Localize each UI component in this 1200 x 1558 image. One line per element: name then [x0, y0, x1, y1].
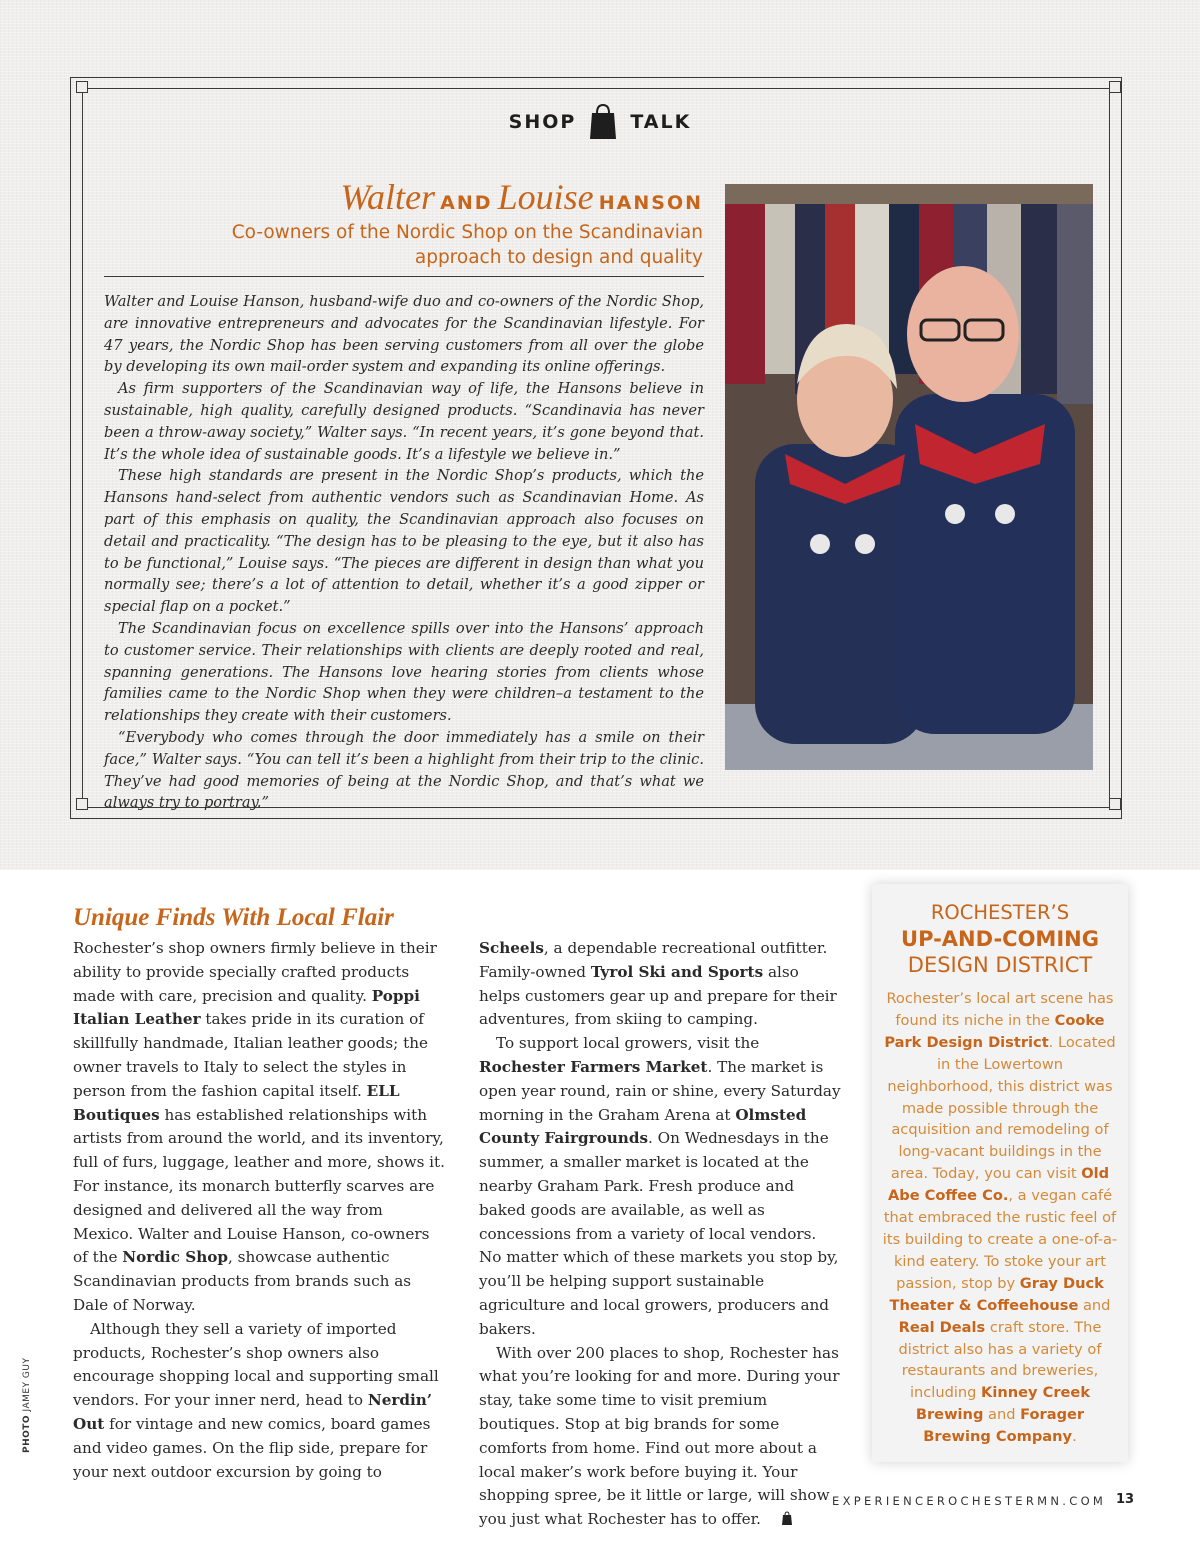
- end-mark-icon: [765, 1509, 775, 1523]
- sidebar-title: UP-AND-COMING: [901, 927, 1099, 951]
- article-subtitle: Co-owners of the Nordic Shop on the Scandinavian approach to design and quality: [231, 222, 703, 268]
- sidebar-body: Rochester’s local art scene has found its niche in the Cooke Park Design District. Located in the Lowertown neighborhood, this district was made possible through the acquisition and remodeling of long-vacant buildings in the area. Today, you can visit Old Abe Coffee Co., a vegan café that embraced the rustic feel of its building to create a one-of-a-kind eatery. To stoke your art passion, stop by Gray Duck Theater & Coffeehouse and Real Deals craft store. The district also has a variety of restaurants and breweries, including Kinney Creek Brewing and Forager Brewing Company.: [882, 990, 1118, 1446]
- frame-corner-ornament: [1109, 798, 1121, 810]
- body-paragraph: Scheels, a dependable recreational outfitter. Family-owned Tyrol Ski and Sports also helps customers gear up and prepare for their adventures, from skiing to camping.: [479, 939, 837, 1029]
- sidebar-title: DESIGN DISTRICT: [907, 953, 1093, 977]
- photo-credit: PHOTO JAMEY GUY: [22, 1357, 32, 1453]
- frame-corner-ornament: [1109, 81, 1121, 93]
- footer-url: EXPERIENCEROCHESTERMN.COM: [832, 1494, 1107, 1508]
- article-intro: [104, 291, 704, 814]
- shopping-bag-icon: [588, 103, 618, 141]
- intro-paragraph: These high standards are present in the Nordic Shop’s products, which the Hansons hand-select from authentic vendors such as Scandinavian Home. As part of this emphasis on quality, the Scandinavian approach also focuses on detail and practicality. “The design has to be pleasing to the eye, but it also has to be functional,” Louise says. “The pieces are different in design than what you normally see; there’s a lot of attention to detail, whether it’s a good zipper or special flap on a pocket.”: [104, 467, 704, 616]
- body-paragraph: Although they sell a variety of imported products, Rochester’s shop owners also encourage shopping local and supporting small vendors. For your inner nerd, head to Nerdin’ Out for vintage and new comics, board games and video games. On the flip side, prepare for your next outdoor excursion by going to: [73, 1319, 439, 1481]
- body-paragraph: With over 200 places to shop, Rochester has what you’re looking for and more. During your stay, take some time to visit premium boutiques. Stop at big brands for some comforts from home. Find out more about a local maker’s work before buying it. Your shopping spree, be it little or large, will show you just what Rochester has to offer.: [479, 1343, 840, 1529]
- body-column-right: [479, 937, 843, 1532]
- body-paragraph: Rochester’s shop owners firmly believe in their ability to provide specially crafted products made with care, precision and quality. Poppi Italian Leather takes pride in its curation of skillfully handmade, Italian leather goods; the owner travels to Italy to select the styles in person from the fashion capital itself. ELL Boutiques has established relationships with artists from around the world, and its inventory, full of furs, luggage, leather and more, shows it. For instance, its monarch butterfly scarves are designed and delivered all the way from Mexico. Walter and Louise Hanson, co-owners of the Nordic Shop, showcase authentic Scandinavian products from brands such as Dale of Norway.: [73, 939, 445, 1314]
- section-label-right: TALK: [630, 111, 692, 133]
- headline-divider: [104, 276, 704, 277]
- intro-paragraph: “Everybody who comes through the door immediately has a smile on their face,” Walter says. “You can tell it’s been a highlight from their trip to the clinic. They’ve had good memories of being at the Nordic Shop, and that’s what we always try to portray.”: [104, 728, 704, 812]
- section-heading: Unique Finds With Local Flair: [73, 904, 394, 931]
- portrait-photo: [725, 184, 1093, 770]
- intro-paragraph: The Scandinavian focus on excellence spills over into the Hansons’ approach to customer service. Their relationships with clients are deeply rooted and real, spanning generations. The Hansons love hearing stories from clients whose families came to the Nordic Shop when they were children–a testament to the relationships they create with their customers.: [104, 619, 704, 725]
- body-column-left: [73, 937, 445, 1484]
- sidebar-title: ROCHESTER’S: [930, 901, 1070, 924]
- frame-corner-ornament: [76, 81, 88, 93]
- article-title: Walter AND Louise HANSON: [340, 177, 703, 217]
- page-number: 13: [1116, 1492, 1135, 1507]
- body-paragraph: To support local growers, visit the Rochester Farmers Market. The market is open year round, rain or shine, every Saturday morning in the Graham Arena at Olmsted County Fairgrounds. On Wednesdays in the summer, a smaller market is located at the nearby Graham Park. Fresh produce and baked goods are available, as well as concessions from a variety of local vendors. No matter which of these markets you stop by, you’ll be helping support sustainable agriculture and local growers, producers and bakers.: [479, 1034, 841, 1338]
- frame-corner-ornament: [76, 798, 88, 810]
- intro-paragraph: Walter and Louise Hanson, husband-wife duo and co-owners of the Nordic Shop, are innovative entrepreneurs and advocates for the Scandinavian lifestyle. For 47 years, the Nordic Shop has been serving customers from all over the globe by developing its own mail-order system and expanding its online offerings.: [104, 293, 704, 376]
- section-label-left: SHOP: [508, 111, 577, 133]
- sidebar-box: [872, 884, 1128, 1462]
- section-label: [0, 100, 1200, 144]
- article-headline: [183, 176, 703, 270]
- intro-paragraph: As firm supporters of the Scandinavian way of life, the Hansons believe in sustainable, high quality, carefully designed products. “Scandinavia has never been a throw-away society,” Walter says. “In recent years, it’s gone beyond that. It’s the whole idea of sustainable goods. It’s a lifestyle we believe in.”: [104, 380, 704, 463]
